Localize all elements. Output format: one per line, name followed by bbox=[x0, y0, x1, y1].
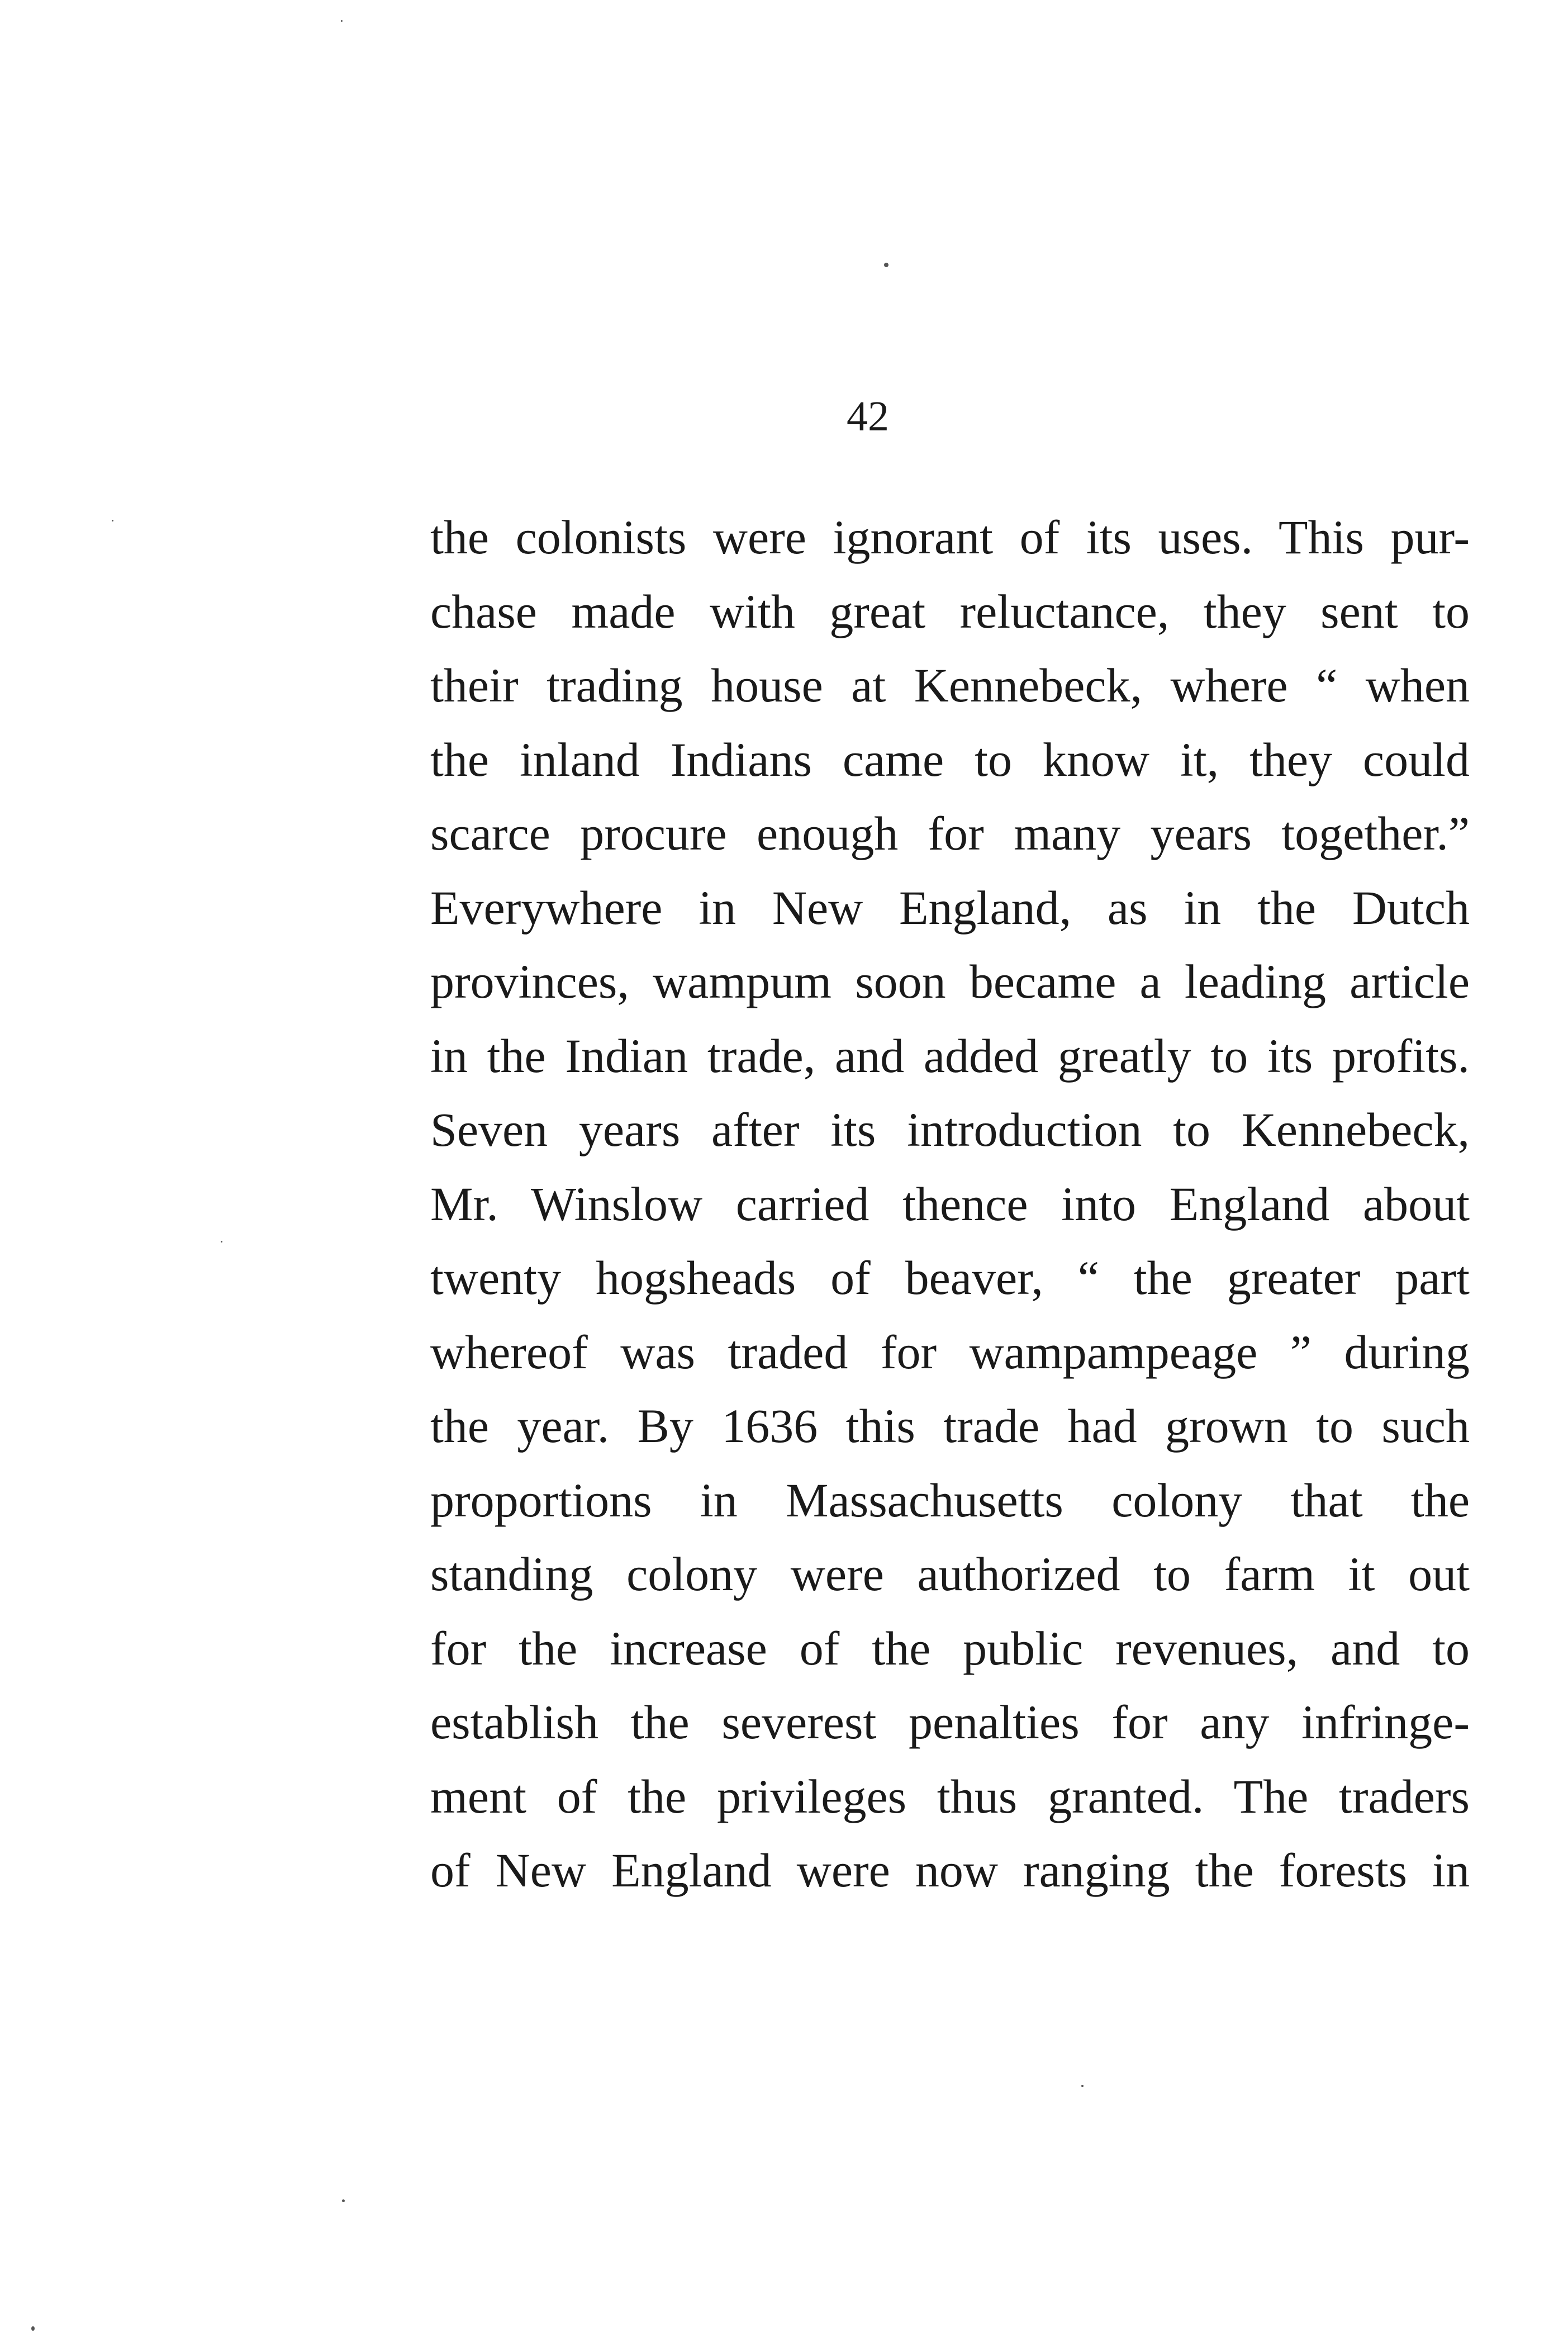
text-line: Seven years after its introduction to Kennebeck, bbox=[430, 1103, 1470, 1156]
text-line: their trading house at Kennebeck, where “ when bbox=[430, 658, 1470, 712]
page-speck bbox=[221, 1241, 222, 1243]
page-speck bbox=[342, 2199, 345, 2202]
text-line: establish the severest penalties for any infringe- bbox=[430, 1695, 1470, 1749]
text-line: scarce procure enough for many years together.” bbox=[430, 807, 1470, 860]
page-speck bbox=[884, 263, 888, 267]
body-text bbox=[430, 500, 1470, 1908]
page-number: 42 bbox=[847, 393, 889, 440]
text-line: Mr. Winslow carried thence into England about bbox=[430, 1177, 1470, 1231]
text-line: of New England were now ranging the forests in bbox=[430, 1843, 1470, 1897]
text-line: twenty hogsheads of beaver, “ the greater part bbox=[430, 1251, 1470, 1305]
text-line: whereof was traded for wampampeage ” during bbox=[430, 1325, 1470, 1379]
text-line: the inland Indians came to know it, they could bbox=[430, 732, 1470, 786]
page-speck bbox=[341, 20, 343, 22]
text-line: the colonists were ignorant of its uses. This pur- bbox=[430, 510, 1470, 564]
text-line: chase made with great reluctance, they sent to bbox=[430, 584, 1470, 638]
text-line: in the Indian trade, and added greatly to its profits. bbox=[430, 1028, 1470, 1083]
page-speck bbox=[1081, 2085, 1084, 2087]
text-line: the year. By 1636 this trade had grown to such bbox=[430, 1399, 1470, 1453]
text-line: Everywhere in New England, as in the Dutch bbox=[430, 880, 1470, 935]
page-speck bbox=[112, 520, 113, 521]
text-line: proportions in Massachusetts colony that the bbox=[430, 1473, 1470, 1527]
text-line: ment of the privileges thus granted. The traders bbox=[430, 1769, 1470, 1823]
page-speck bbox=[31, 2326, 35, 2331]
text-line: provinces, wampum soon became a leading article bbox=[430, 955, 1470, 1008]
text-line: for the increase of the public revenues, and to bbox=[430, 1621, 1470, 1675]
text-line: standing colony were authorized to farm it out bbox=[430, 1547, 1470, 1601]
